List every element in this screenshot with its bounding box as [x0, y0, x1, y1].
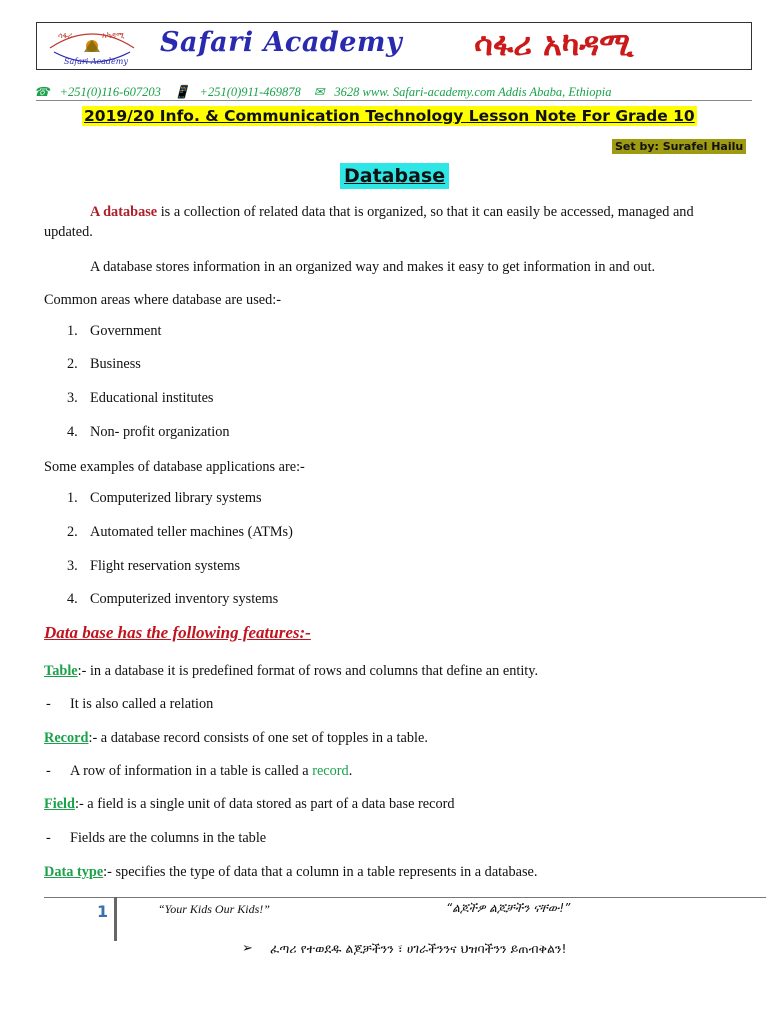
dash-bullet: -	[46, 696, 51, 712]
phone-icon: ☎	[34, 85, 50, 99]
apps-intro: Some examples of database applications are:-	[44, 459, 305, 475]
table-note: It is also called a relation	[70, 696, 214, 712]
datatype-term: Data type	[44, 864, 104, 880]
storage-paragraph: A database stores information in an organized way and makes it easy to get information in and out.	[90, 259, 656, 275]
author-label: Set by: Surafel Hailu	[612, 139, 746, 154]
dash-bullet: -	[46, 830, 51, 846]
definition-continuation: updated.	[44, 224, 93, 240]
record-definition	[44, 728, 428, 748]
record-note-text: A row of information in a table is called a	[70, 763, 313, 779]
footer-divider	[44, 897, 766, 898]
section-title: Database	[340, 163, 449, 189]
list-number: 1.	[67, 490, 78, 506]
list-item: Computerized inventory systems	[90, 591, 279, 607]
brand-name-english: Safari Academy	[160, 27, 403, 58]
definition-term: A database	[90, 204, 158, 220]
arrow-bullet-icon: ➢	[242, 941, 253, 956]
list-item: Educational institutes	[90, 390, 214, 406]
list-item: Business	[90, 356, 141, 372]
brand-name-amharic: ሳፋሪ አካዳሚ	[474, 25, 634, 63]
svg-text:Safari Academy: Safari Academy	[64, 57, 128, 66]
features-heading: Data base has the following features:-	[44, 623, 311, 642]
mobile-icon: 📱	[173, 85, 190, 99]
definition-text: is a collection of related data that is organized, so that it can easily be accessed, managed and	[157, 204, 694, 220]
document-title: 2019/20 Info. & Communication Technology Lesson Note For Grade 10	[84, 107, 695, 125]
record-note-word: record	[312, 763, 349, 779]
academy-logo	[44, 26, 140, 66]
table-definition-text: :- in a database it is predefined format of rows and columns that define an entity.	[77, 663, 539, 679]
definition-paragraph	[90, 202, 694, 222]
list-item: Non- profit organization	[90, 424, 230, 440]
list-number: 4.	[67, 591, 78, 607]
motto-amharic: “ልጆችዎ ልጆቻችን ናቸው!”	[446, 901, 571, 915]
datatype-definition-text: :- specifies the type of data that a column in a table represents in a database.	[103, 864, 538, 880]
list-number: 2.	[67, 356, 78, 372]
list-number: 4.	[67, 424, 78, 440]
svg-text:ሳፋሪ: ሳፋሪ	[58, 31, 73, 40]
table-term: Table	[44, 663, 78, 679]
dash-bullet: -	[46, 763, 51, 779]
areas-intro: Common areas where database are used:-	[44, 292, 281, 308]
field-definition	[44, 794, 455, 814]
header-divider	[36, 100, 752, 101]
footer-vertical-bar	[114, 897, 117, 941]
list-item: Automated teller machines (ATMs)	[90, 524, 293, 540]
record-note-end: .	[348, 763, 353, 779]
mail-icon: ✉	[313, 85, 325, 99]
record-definition-text: :- a database record consists of one set of topples in a table.	[88, 730, 428, 746]
phone-number-2: +251(0)911-469878	[199, 85, 301, 99]
list-item: Flight reservation systems	[90, 558, 241, 574]
field-note: Fields are the columns in the table	[70, 830, 267, 846]
list-number: 1.	[67, 323, 78, 339]
field-term: Field	[44, 796, 75, 812]
list-item: Computerized library systems	[90, 490, 262, 506]
page-number: 1	[97, 902, 109, 921]
address-text: 3628 www. Safari-academy.com Addis Ababa, Ethiopia	[334, 85, 612, 99]
list-item: Government	[90, 323, 162, 339]
motto-english: “Your Kids Our Kids!”	[158, 902, 270, 916]
record-note	[70, 761, 352, 781]
footer-note: ፈጣሪ የተወደዱ ልጆቻችንን ፣ ሀገራችንንና ህዝባችንን ይጠብቅልን!	[270, 941, 567, 956]
list-number: 3.	[67, 390, 78, 406]
svg-text:አካዳሚ: አካዳሚ	[102, 31, 125, 40]
record-term: Record	[44, 730, 89, 746]
field-definition-text: :- a field is a single unit of data stored as part of a data base record	[74, 796, 455, 812]
list-number: 2.	[67, 524, 78, 540]
list-number: 3.	[67, 558, 78, 574]
contact-line	[34, 84, 734, 100]
phone-number-1: +251(0)116-607203	[59, 85, 161, 99]
table-definition	[44, 661, 538, 681]
datatype-definition	[44, 862, 537, 882]
